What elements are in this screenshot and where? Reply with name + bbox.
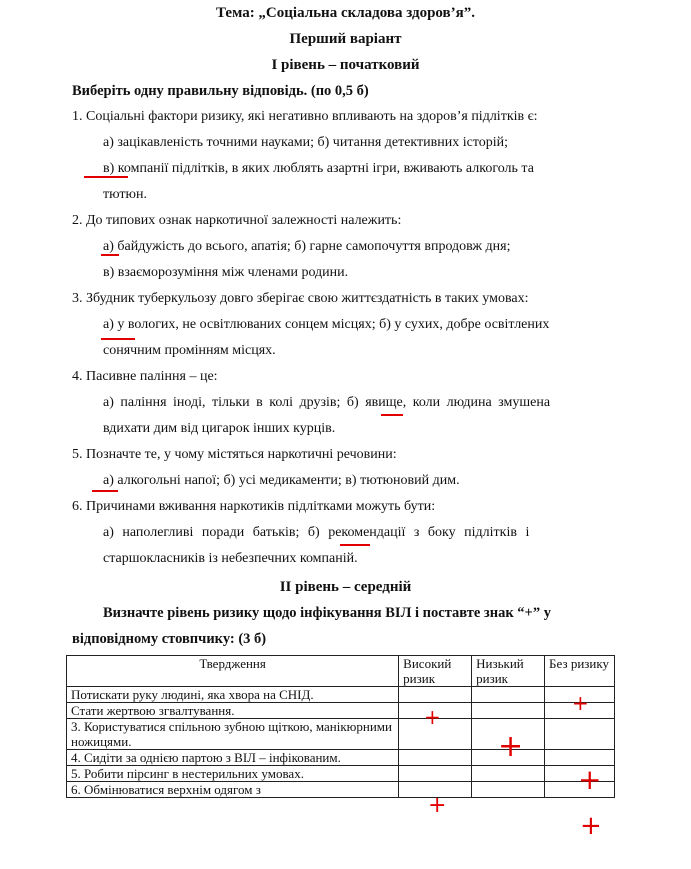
column-header-no-risk: Без ризику xyxy=(545,656,615,687)
plus-mark-row-3: + xyxy=(498,729,524,764)
table-row xyxy=(67,719,615,750)
level1-heading: І рівень – початковий xyxy=(271,57,420,73)
answer-underline-q4 xyxy=(381,414,403,416)
row-statement: 4. Сидіти за однією партою з ВІЛ – інфікованим. xyxy=(67,750,399,766)
cell-low-risk[interactable] xyxy=(472,703,545,719)
answer-underline-q3 xyxy=(101,338,135,340)
level2-instruction-line: відповідному стовпчику: (3 б) xyxy=(72,631,267,647)
row-statement: 5. Робити пірсинг в нестерильних умовах. xyxy=(67,766,399,782)
cell-high-risk[interactable] xyxy=(399,687,472,703)
column-header-statement: Твердження xyxy=(67,656,399,687)
column-header-low-risk: Низький ризик xyxy=(472,656,545,687)
cell-high-risk[interactable] xyxy=(399,750,472,766)
question-6-option-line: старшокласників із небезпечних компаній. xyxy=(103,551,358,566)
plus-mark-row-4: + xyxy=(578,763,602,796)
question-5: 5. Позначте те, у чому містяться наркотичні речовини: xyxy=(72,447,397,462)
question-1: 1. Соціальні фактори ризику, які негативно впливають на здоров’я підлітків є: xyxy=(72,109,538,124)
table-row xyxy=(67,782,615,798)
answer-underline-q6 xyxy=(340,544,370,546)
plus-mark-row-5: + xyxy=(428,793,447,818)
row-statement: 6. Обмінюватися верхнім одягом з xyxy=(67,782,399,798)
question-1-option-line: тютюн. xyxy=(103,187,147,202)
cell-low-risk[interactable] xyxy=(472,687,545,703)
cell-high-risk[interactable] xyxy=(399,766,472,782)
question-5-option-line: а) алкогольні напої; б) усі медикаменти; в) тютюновий дим. xyxy=(103,473,460,488)
question-3: 3. Збудник туберкульозу довго зберігає свою життєздатність в таких умовах: xyxy=(72,291,529,306)
level1-instruction: Виберіть одну правильну відповідь. (по 0,5 б) xyxy=(72,83,369,99)
question-2: 2. До типових ознак наркотичної залежності належить: xyxy=(72,213,402,228)
table-row xyxy=(67,750,615,766)
level2-instruction-line xyxy=(103,604,611,622)
table-row xyxy=(67,766,615,782)
question-6: 6. Причинами вживання наркотиків підлітками можуть бути: xyxy=(72,499,436,514)
risk-table xyxy=(66,655,615,798)
question-1-option-line: а) зацікавленість точними науками; б) читання детективних історій; xyxy=(103,135,509,150)
level2-instruction-text: Визначте рівень ризику щодо інфікування ВІЛ і поставте знак “+” у xyxy=(103,605,551,621)
column-header-high-risk: Високий ризик xyxy=(399,656,472,687)
table-header-row xyxy=(67,656,615,687)
answer-underline-q1 xyxy=(84,176,128,178)
page-title: Тема: „Соціальна складова здоров’я”. xyxy=(215,5,476,21)
question-4: 4. Пасивне паління – це: xyxy=(72,369,218,384)
question-2-option-line: в) взаєморозуміння між членами родини. xyxy=(103,265,349,280)
row-statement: 3. Користуватися спільною зубною щіткою, манікюрними ножицями. xyxy=(67,719,399,750)
cell-low-risk[interactable] xyxy=(472,766,545,782)
row-statement: Потискати руку людині, яка хвора на СНІД. xyxy=(67,687,399,703)
plus-mark-row-2: + xyxy=(424,705,441,729)
question-4-option-line: вдихати дим від цигарок інших курців. xyxy=(103,421,336,436)
question-4-option-line: а) паління іноді, тільки в колі друзів; б) явище, коли людина змушена xyxy=(103,395,551,410)
table-row xyxy=(67,703,615,719)
cell-no-risk[interactable] xyxy=(545,719,615,750)
variant-label: Перший варіант xyxy=(289,31,402,47)
question-6-option-line: а) наполегливі поради батьків; б) рекомендації з боку підлітків і xyxy=(103,525,530,540)
answer-underline-q5 xyxy=(92,490,118,492)
cell-low-risk[interactable] xyxy=(472,782,545,798)
level2-heading: ІІ рівень – середній xyxy=(279,579,412,595)
question-1-option-text: в) компанії підлітків, в яких люблять азартні ігри, вживають алкоголь та xyxy=(103,161,534,176)
question-2-option-line: а) байдужість до всього, апатія; б) гарне самопочуття впродовж дня; xyxy=(103,239,511,254)
table-row xyxy=(67,687,615,703)
question-3-option-line: а) у вологих, не освітлюваних сонцем місцях; б) у сухих, добре освітлених xyxy=(103,317,550,332)
row-statement: Стати жертвою згвалтування. xyxy=(67,703,399,719)
answer-underline-q2 xyxy=(101,254,119,256)
plus-mark-row-1: + xyxy=(572,691,589,715)
question-3-option-line: сонячним промінням місцях. xyxy=(103,343,276,358)
plus-mark-row-6: + xyxy=(580,811,602,841)
question-1-option-line xyxy=(103,160,608,178)
